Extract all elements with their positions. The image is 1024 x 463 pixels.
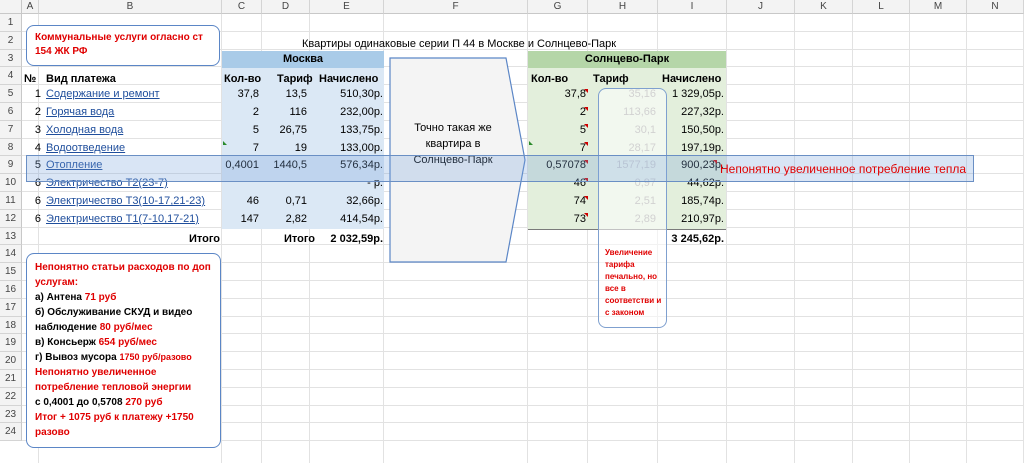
row-header-8[interactable]: 8 <box>0 139 22 156</box>
moscow-tariff: 13,5 <box>285 88 307 100</box>
solntsevo-qty: 0,57078 <box>546 159 586 171</box>
solntsevo-qty: 73 <box>573 213 586 225</box>
solntsevo-charged: 900,23р. <box>681 159 724 171</box>
tariff-note[interactable] <box>598 88 667 328</box>
grid-column-line <box>909 14 910 463</box>
solntsevo-charged: 210,97р. <box>681 213 724 225</box>
comment-marker[interactable] <box>584 107 588 111</box>
expense-total-line: Итог + 1075 руб к платежу +1750 разово <box>35 412 194 438</box>
select-all-corner[interactable] <box>0 0 22 14</box>
row-header-19[interactable]: 19 <box>0 334 22 352</box>
grid-column-line <box>726 14 727 463</box>
row-header-24[interactable]: 24 <box>0 423 22 441</box>
payment-link[interactable]: Содержание и ремонт <box>46 88 160 100</box>
moscow-total: 2 032,59р. <box>330 233 383 245</box>
column-header-b[interactable]: B <box>39 0 222 14</box>
row-number: 6 <box>34 195 41 207</box>
row-number: 2 <box>34 106 41 118</box>
moscow-qty: 0,4001 <box>225 159 259 171</box>
utilities-note-text: Коммунальные услуги огласно ст 154 ЖК РФ <box>35 32 203 57</box>
payment-link[interactable]: Водоотведение <box>46 142 126 154</box>
expense-garbage: г) Вывоз мусора 1750 руб/разово <box>35 352 192 363</box>
error-marker[interactable] <box>529 141 533 145</box>
solntsevo-charged: 150,50р. <box>681 124 724 136</box>
comment-marker[interactable] <box>584 196 588 200</box>
payment-link[interactable]: Отопление <box>46 159 103 171</box>
column-header-h[interactable]: H <box>588 0 658 14</box>
comment-marker[interactable] <box>584 142 588 146</box>
row-header-16[interactable]: 16 <box>0 281 22 299</box>
solntsevo-qty: 37,8 <box>564 88 586 100</box>
row-header-10[interactable]: 10 <box>0 174 22 192</box>
moscow-qty: 46 <box>246 195 259 207</box>
column-header-e[interactable]: E <box>310 0 384 14</box>
row-header-5[interactable]: 5 <box>0 85 22 103</box>
moscow-tariff: 2,82 <box>285 213 307 225</box>
row-number: 6 <box>34 177 41 189</box>
row-number: 3 <box>34 124 41 136</box>
moscow-tariff-header: Тариф <box>277 73 313 85</box>
row-number: 6 <box>34 213 41 225</box>
column-header-n[interactable]: N <box>967 0 1024 14</box>
moscow-charged: - р. <box>367 177 383 189</box>
moscow-qty: 147 <box>240 213 259 225</box>
row-header-20[interactable]: 20 <box>0 352 22 370</box>
row-header-3[interactable]: 3 <box>0 50 22 67</box>
payment-link[interactable]: Электричество Т3(10-17,21-23) <box>46 195 206 207</box>
expenses-title: Непонятно статьи расходов по доп услугам: <box>35 262 211 288</box>
moscow-tariff: 116 <box>289 106 307 118</box>
row-number: 4 <box>34 142 41 154</box>
row-number: 1 <box>34 88 41 100</box>
tariff-note-text: Увеличение тарифа печально, но все в соответстви и с законом <box>605 248 662 317</box>
sheet-title: Квартиры одинаковые серии П 44 в Москве и Солнцево-Парк <box>302 38 617 50</box>
row-header-18[interactable]: 18 <box>0 317 22 334</box>
expense-access-control: б) Обслуживание СКУД и видео наблюдение 80 руб/мес <box>35 307 193 333</box>
row-header-22[interactable]: 22 <box>0 388 22 406</box>
payment-link[interactable]: Электричество Т2(23-7) <box>46 177 168 189</box>
comment-marker[interactable] <box>584 89 588 93</box>
comment-marker[interactable] <box>584 213 588 217</box>
moscow-qty: 37,8 <box>237 88 259 100</box>
row-header-13[interactable]: 13 <box>0 228 22 245</box>
moscow-charged: 32,66р. <box>346 195 383 207</box>
solntsevo-charged: 227,32р. <box>681 106 724 118</box>
solntsevo-qty-header: Кол-во <box>531 73 569 85</box>
solntsevo-charged: 44,62р. <box>687 177 724 189</box>
expense-heat-line1: Непонятно увеличенное потребление тепловой энергии <box>35 367 192 393</box>
moscow-qty: 2 <box>252 106 259 118</box>
solntsevo-charged-header: Начислено <box>662 73 722 85</box>
moscow-qty: 5 <box>252 124 259 136</box>
solntsevo-charged: 185,74р. <box>681 195 724 207</box>
solntsevo-charged: 197,19р. <box>681 142 724 154</box>
moscow-tariff: 1440,5 <box>273 159 307 171</box>
moscow-charged: 510,30р. <box>340 88 383 100</box>
moscow-tariff: 26,75 <box>279 124 307 136</box>
column-header-j[interactable]: J <box>727 0 795 14</box>
row-header-17[interactable]: 17 <box>0 299 22 317</box>
row-header-4[interactable]: 4 <box>0 67 22 85</box>
moscow-charged-header: Начислено <box>319 73 379 85</box>
solntsevo-qty: 46 <box>573 177 586 189</box>
expense-concierge: в) Консьерж 654 руб/мес <box>35 337 157 348</box>
column-header-a[interactable]: A <box>22 0 39 14</box>
totals-label-b: Итого <box>188 233 220 245</box>
column-header-m[interactable]: M <box>910 0 967 14</box>
row-number: 5 <box>34 159 41 171</box>
header-num: № <box>24 73 37 85</box>
row-header-11[interactable]: 11 <box>0 192 22 210</box>
solntsevo-group-label: Солнцево-Парк <box>584 53 670 65</box>
grid-column-line <box>852 14 853 463</box>
payment-link[interactable]: Горячая вода <box>46 106 115 118</box>
heating-note: Непонятно увеличенное потребление тепла <box>720 162 967 176</box>
column-header-k[interactable]: K <box>795 0 853 14</box>
solntsevo-qty: 5 <box>579 124 586 136</box>
row-header-9[interactable]: 9 <box>0 156 22 174</box>
error-marker[interactable] <box>223 141 227 145</box>
column-header-i[interactable]: I <box>658 0 727 14</box>
moscow-charged: 576,34р. <box>340 159 383 171</box>
row-header-7[interactable]: 7 <box>0 121 22 139</box>
solntsevo-charged: 1 329,05р. <box>672 88 724 100</box>
solntsevo-qty: 74 <box>573 195 586 207</box>
moscow-group-label: Москва <box>282 53 324 65</box>
header-payment-type: Вид платежа <box>46 73 116 85</box>
utilities-note[interactable] <box>26 25 220 66</box>
comment-marker[interactable] <box>584 124 588 128</box>
grid-column-line <box>966 14 967 463</box>
column-header-f[interactable]: F <box>384 0 528 14</box>
expense-antenna: а) Антена 71 руб <box>35 292 117 303</box>
solntsevo-total: 3 245,62р. <box>671 233 724 245</box>
column-header-d[interactable]: D <box>262 0 310 14</box>
row-header-15[interactable]: 15 <box>0 263 22 281</box>
payment-link[interactable]: Электричество Т1(7-10,17-21) <box>46 213 199 225</box>
moscow-charged: 232,00р. <box>340 106 383 118</box>
middle-box-text: Точно такая же квартира в Солнцево-Парк <box>413 122 493 166</box>
expense-heat-line2: с 0,4001 до 0,5708 270 руб <box>35 397 163 408</box>
payment-link[interactable]: Холодная вода <box>46 124 124 136</box>
row-header-14[interactable]: 14 <box>0 245 22 263</box>
row-header-6[interactable]: 6 <box>0 103 22 121</box>
column-header-g[interactable]: G <box>528 0 588 14</box>
moscow-qty: 7 <box>252 142 259 154</box>
solntsevo-tariff-header: Тариф <box>593 73 629 85</box>
totals-label-d: Итого <box>283 233 315 245</box>
column-header-l[interactable]: L <box>853 0 910 14</box>
moscow-tariff: 19 <box>294 142 307 154</box>
row-header-21[interactable]: 21 <box>0 370 22 388</box>
row-header-12[interactable]: 12 <box>0 210 22 228</box>
moscow-tariff: 0,71 <box>285 195 307 207</box>
moscow-charged: 414,54р. <box>340 213 383 225</box>
grid-column-line <box>794 14 795 463</box>
expenses-note[interactable] <box>26 253 221 448</box>
row-header-2[interactable]: 2 <box>0 32 22 50</box>
solntsevo-qty: 2 <box>579 106 586 118</box>
column-header-c[interactable]: C <box>222 0 262 14</box>
row-header-23[interactable]: 23 <box>0 406 22 423</box>
solntsevo-qty: 7 <box>579 142 586 154</box>
moscow-charged: 133,75р. <box>340 124 383 136</box>
moscow-qty-header: Кол-во <box>224 73 262 85</box>
row-header-1[interactable]: 1 <box>0 14 22 32</box>
moscow-charged: 133,00р. <box>340 142 383 154</box>
